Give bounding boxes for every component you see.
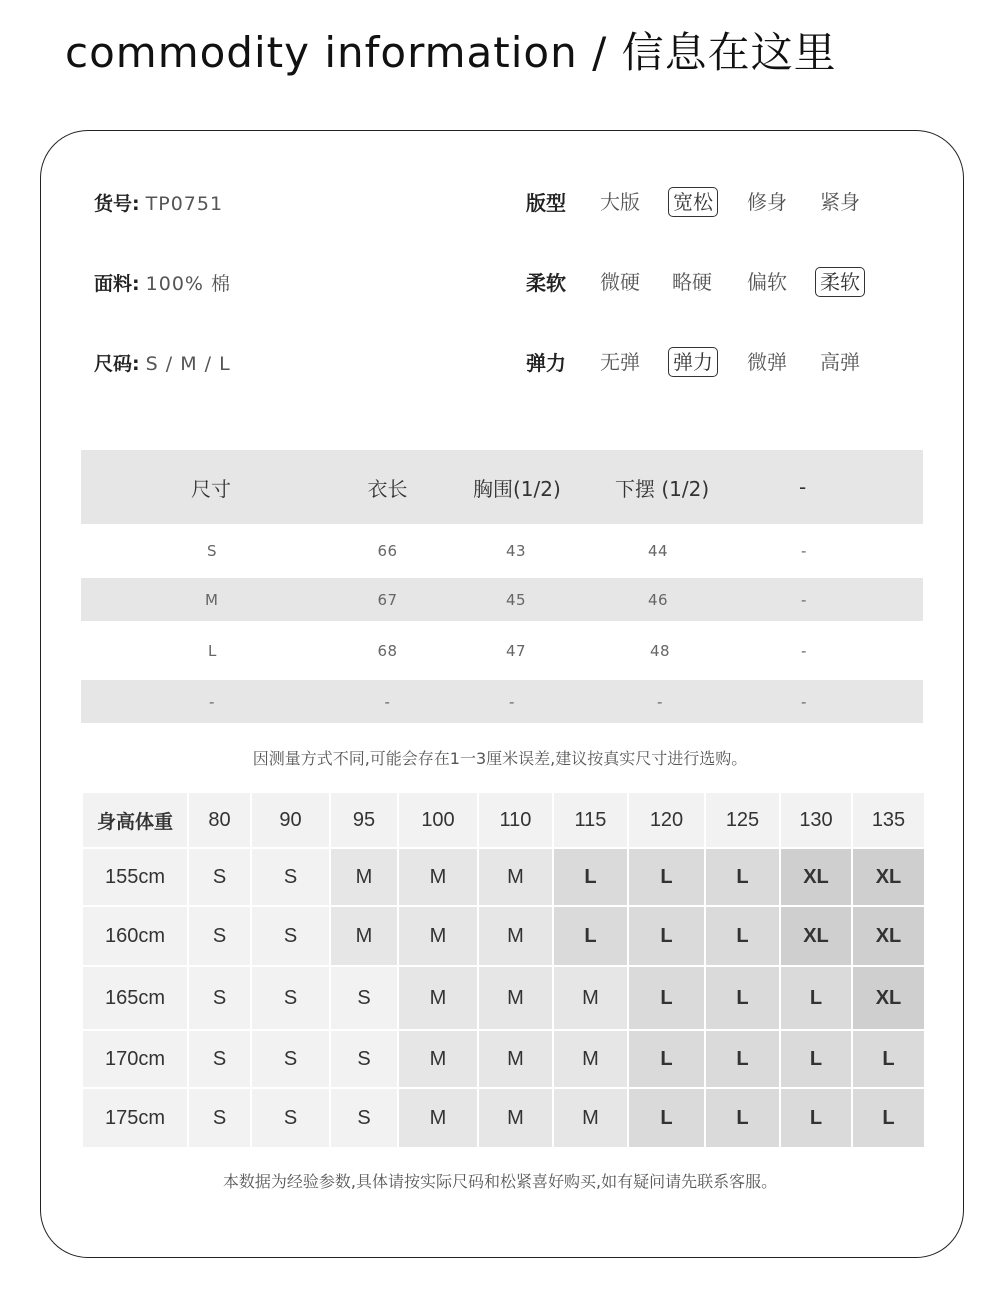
size-cell: M <box>478 966 553 1030</box>
size-cell: S <box>330 966 398 1030</box>
weight-header-cell: 80 <box>188 792 251 848</box>
size-cell: S <box>330 1030 398 1088</box>
weight-header-cell: 120 <box>628 792 705 848</box>
size-cell: S <box>251 1088 330 1148</box>
height-cell: 155cm <box>82 848 188 906</box>
size-table-header-cell: 下摆 (1/2) <box>659 450 755 524</box>
weight-header-cell: 115 <box>553 792 628 848</box>
size-recommendation-table <box>81 791 926 1149</box>
attr-option: 修身 <box>747 190 787 214</box>
size-cell: L <box>852 1088 925 1148</box>
size-cell: S <box>188 848 251 906</box>
size-cell: L <box>553 848 628 906</box>
attr-option: 高弹 <box>820 350 860 374</box>
attr-option: 无弹 <box>600 350 640 374</box>
attr-label: 柔软 <box>526 271 566 295</box>
size-cell: S <box>251 1030 330 1088</box>
item-number <box>94 189 223 216</box>
weight-header-cell: 125 <box>705 792 780 848</box>
table-cell: 68 <box>344 621 431 680</box>
size-cell: L <box>705 848 780 906</box>
height-cell: 160cm <box>82 906 188 966</box>
attr-option: 大版 <box>600 190 640 214</box>
size-cell: L <box>628 848 705 906</box>
size-cell: M <box>553 1030 628 1088</box>
table-cell: S <box>81 524 344 578</box>
table-cell: - <box>81 680 344 723</box>
size-cell: M <box>553 966 628 1030</box>
size-cell: L <box>705 966 780 1030</box>
size-table-header-cell: 胸围(1/2) <box>431 450 659 524</box>
size-cell: S <box>188 966 251 1030</box>
size-range-value: S / M / L <box>145 353 231 375</box>
size-cell: XL <box>780 848 852 906</box>
attr-option: 微弹 <box>747 350 787 374</box>
table-cell: - <box>755 621 923 680</box>
size-cell: M <box>330 906 398 966</box>
weight-header-cell: 90 <box>251 792 330 848</box>
weight-header-cell: 95 <box>330 792 398 848</box>
size-table-header <box>81 450 923 524</box>
size-cell: L <box>705 1088 780 1148</box>
attr-option: 柔软 <box>815 267 865 297</box>
size-cell: L <box>705 1030 780 1088</box>
size-cell: S <box>251 906 330 966</box>
table-row <box>81 578 923 621</box>
weight-header-cell: 130 <box>780 792 852 848</box>
table-cell: 67 <box>344 578 431 621</box>
size-cell: M <box>398 966 478 1030</box>
item-number-label: 货号: <box>94 193 140 215</box>
size-cell: M <box>478 1030 553 1088</box>
table-cell: - <box>431 680 659 723</box>
size-cell: M <box>553 1088 628 1148</box>
size-cell: M <box>478 1088 553 1148</box>
table-cell: 66 <box>344 524 431 578</box>
fabric-label: 面料: <box>94 273 140 295</box>
weight-header-cell: 100 <box>398 792 478 848</box>
table-cell: - <box>755 680 923 723</box>
table-row <box>82 966 925 1030</box>
item-number-value: TP0751 <box>145 193 224 215</box>
attr-option: 微硬 <box>600 270 640 294</box>
fabric-value: 100% 棉 <box>145 273 232 295</box>
size-cell: L <box>852 1030 925 1088</box>
page-heading: commodity information / 信息在这里 <box>65 28 837 77</box>
size-cell: L <box>628 1030 705 1088</box>
table-row <box>82 906 925 966</box>
size-table-header-cell: 衣长 <box>344 450 431 524</box>
size-table-header-cell: - <box>755 450 923 524</box>
table-cell: - <box>755 578 923 621</box>
size-cell: XL <box>852 848 925 906</box>
size-cell: S <box>188 1030 251 1088</box>
table-cell: - <box>755 524 923 578</box>
attr-option: 紧身 <box>820 190 860 214</box>
size-table <box>81 450 923 723</box>
rec-table-header <box>82 792 925 848</box>
rec-table-corner: 身高体重 <box>82 792 188 848</box>
size-cell: L <box>780 1088 852 1148</box>
table-row <box>82 1088 925 1148</box>
table-cell: - <box>659 680 755 723</box>
footer-note: 本数据为经验参数,具体请按实际尺码和松紧喜好购买,如有疑问请先联系客服。 <box>222 1172 778 1191</box>
size-cell: M <box>478 906 553 966</box>
attr-option: 略硬 <box>672 270 712 294</box>
size-range <box>94 349 231 376</box>
table-cell: M <box>81 578 344 621</box>
size-cell: S <box>251 966 330 1030</box>
size-cell: M <box>478 848 553 906</box>
table-cell: - <box>344 680 431 723</box>
size-cell: L <box>705 906 780 966</box>
table-cell: L <box>81 621 344 680</box>
size-cell: L <box>780 1030 852 1088</box>
size-cell: L <box>553 906 628 966</box>
table-cell: 45 <box>431 578 659 621</box>
size-cell: L <box>780 966 852 1030</box>
attr-option: 宽松 <box>668 187 718 217</box>
weight-header-cell: 110 <box>478 792 553 848</box>
table-row <box>81 621 923 680</box>
size-cell: L <box>628 906 705 966</box>
attr-option: 偏软 <box>747 270 787 294</box>
size-cell: S <box>188 1088 251 1148</box>
table-cell: 47 <box>431 621 659 680</box>
size-table-header-cell: 尺寸 <box>81 450 344 524</box>
size-cell: XL <box>852 906 925 966</box>
size-cell: S <box>188 906 251 966</box>
table-row <box>82 848 925 906</box>
table-cell: 46 <box>659 578 755 621</box>
table-cell: 48 <box>659 621 755 680</box>
height-cell: 165cm <box>82 966 188 1030</box>
size-cell: S <box>330 1088 398 1148</box>
size-cell: M <box>398 848 478 906</box>
table-cell: 44 <box>659 524 755 578</box>
size-cell: S <box>251 848 330 906</box>
size-cell: M <box>398 1088 478 1148</box>
size-cell: XL <box>780 906 852 966</box>
table-row <box>81 524 923 578</box>
size-cell: XL <box>852 966 925 1030</box>
measurement-note: 因测量方式不同,可能会存在1一3厘米误差,建议按真实尺寸进行选购。 <box>252 749 748 768</box>
height-cell: 170cm <box>82 1030 188 1088</box>
attr-option: 弹力 <box>668 347 718 377</box>
size-cell: L <box>628 1088 705 1148</box>
attr-label: 弹力 <box>526 351 566 375</box>
size-cell: M <box>398 906 478 966</box>
attr-label: 版型 <box>526 191 566 215</box>
table-cell: 43 <box>431 524 659 578</box>
size-cell: M <box>330 848 398 906</box>
table-row <box>82 1030 925 1088</box>
weight-header-cell: 135 <box>852 792 925 848</box>
size-cell: M <box>398 1030 478 1088</box>
size-cell: L <box>628 966 705 1030</box>
size-range-label: 尺码: <box>94 353 140 375</box>
height-cell: 175cm <box>82 1088 188 1148</box>
fabric <box>94 269 231 296</box>
table-row <box>81 680 923 723</box>
